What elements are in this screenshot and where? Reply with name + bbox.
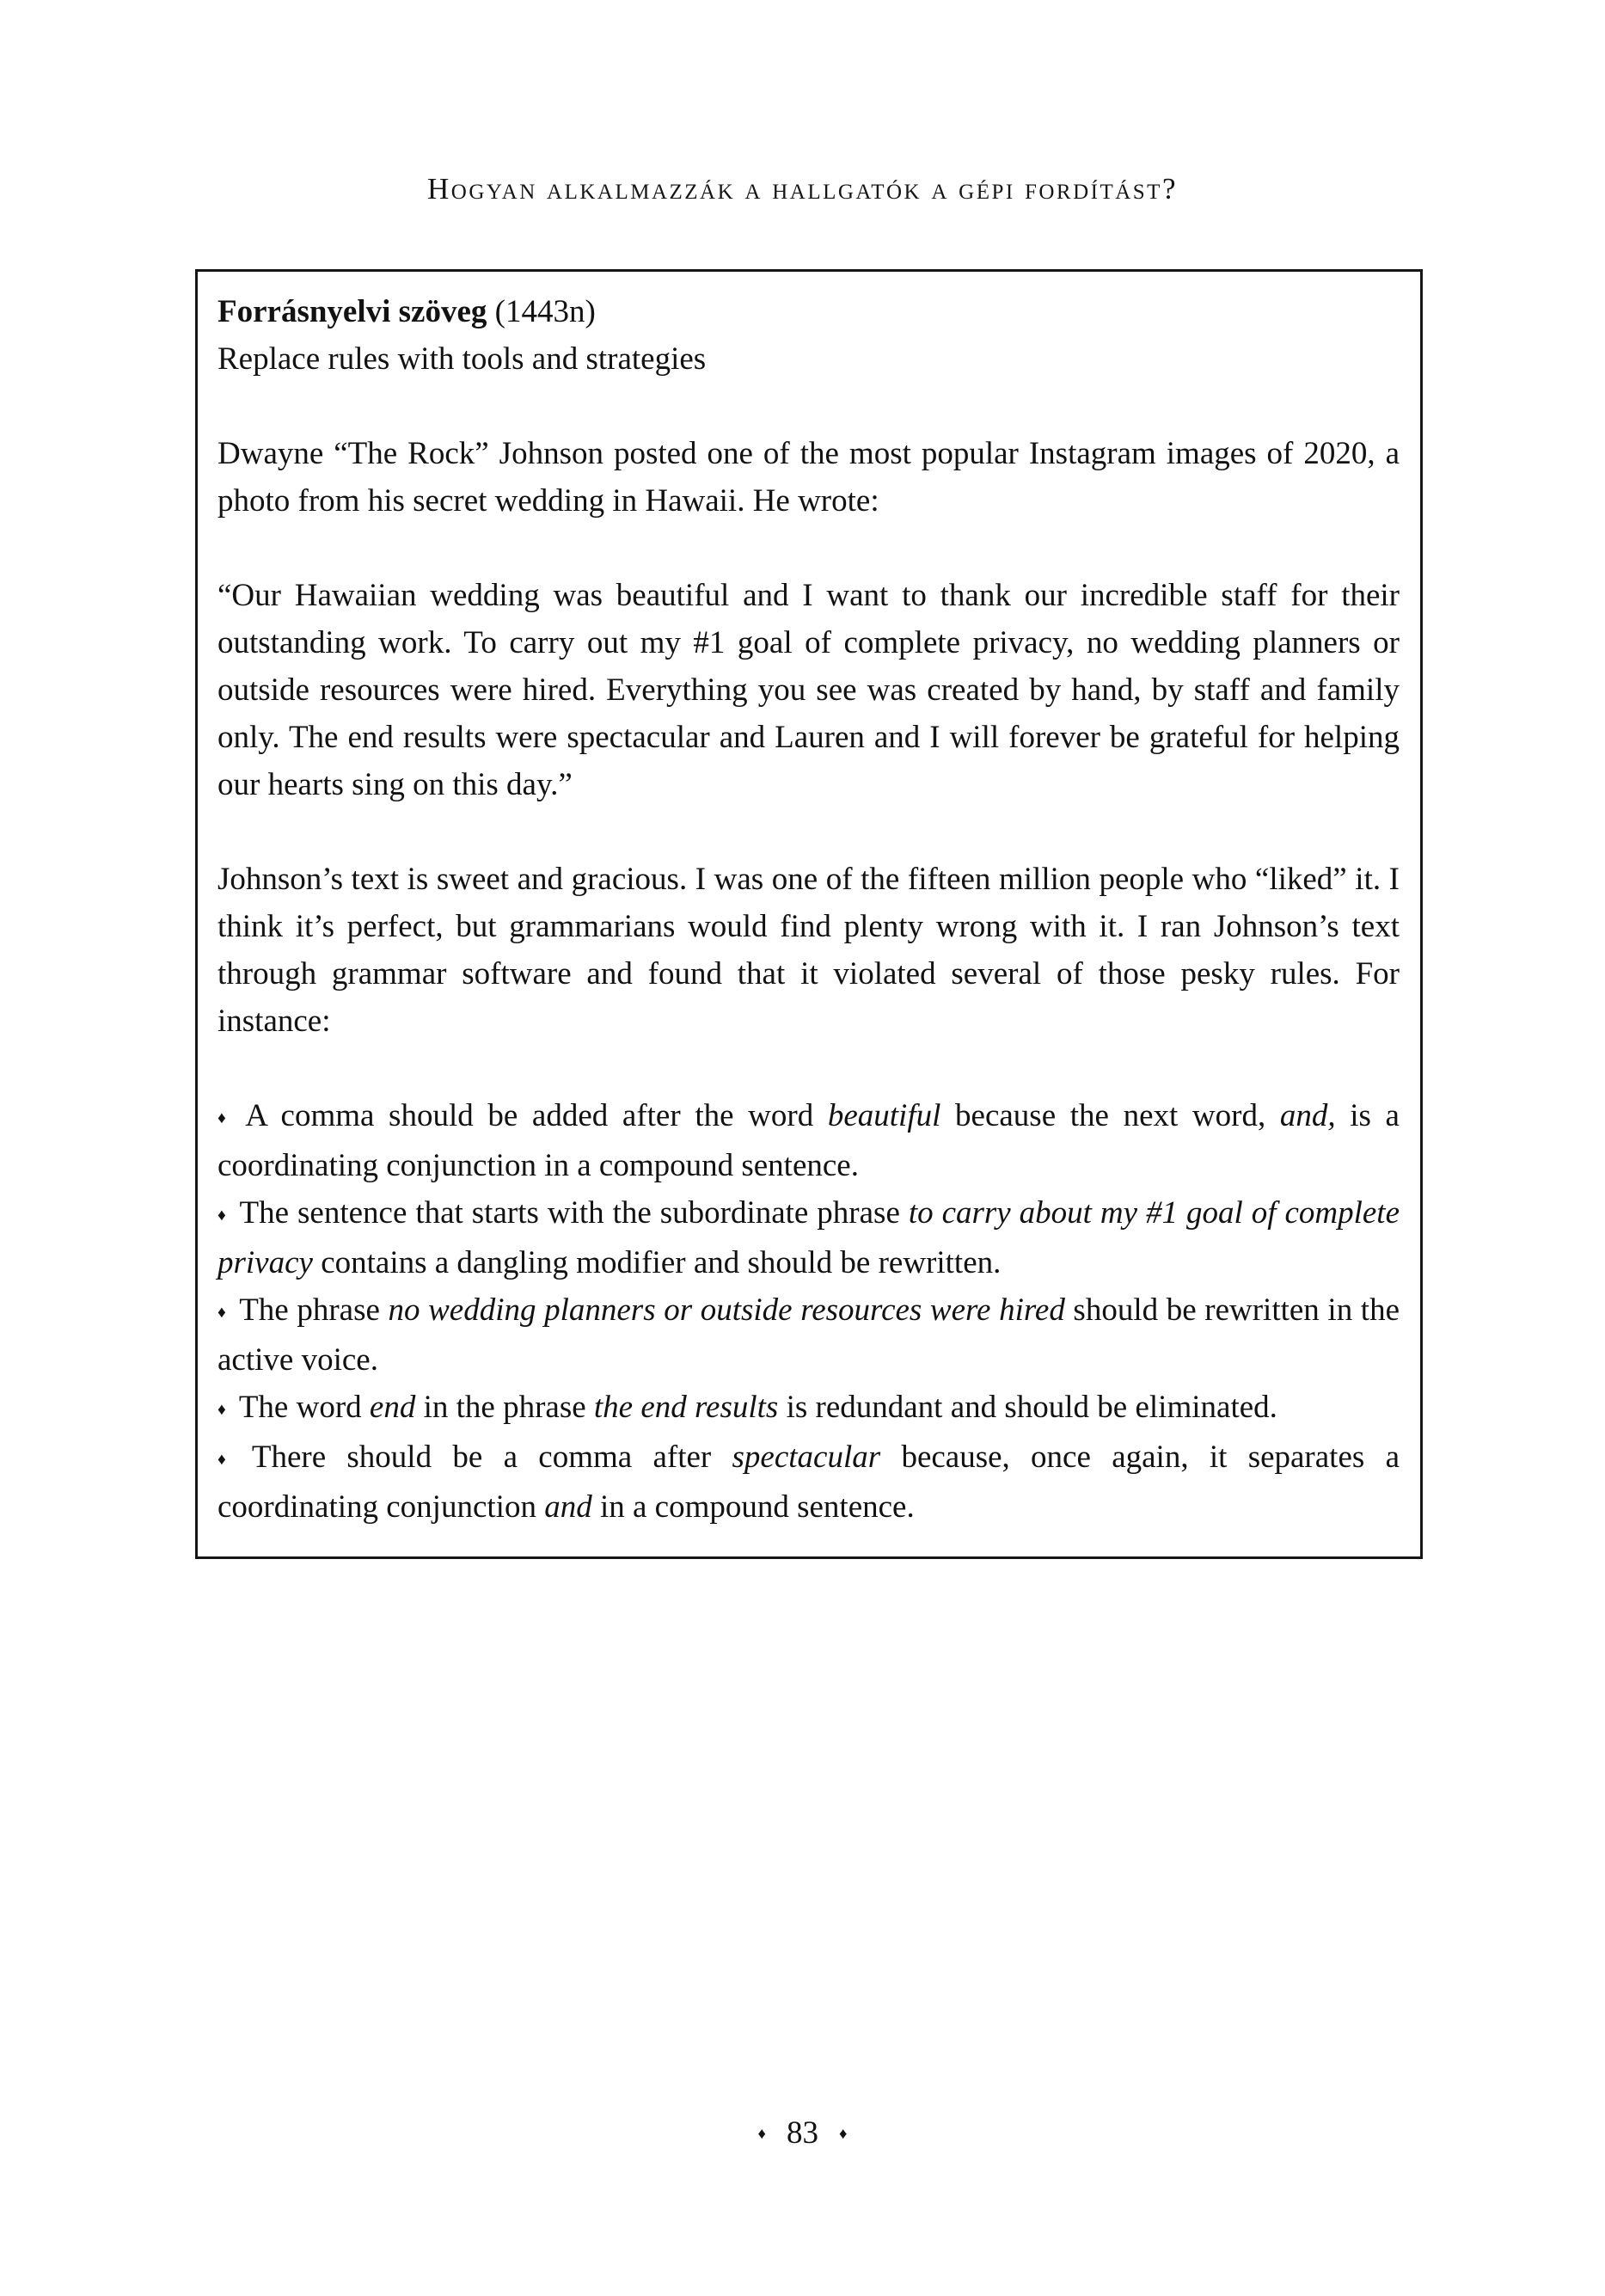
bullet-text: The phrase no wedding planners or outside resources were hired should be rewritten in the active voice.: [217, 1292, 1400, 1378]
box-title-bold: Forrásnyelvi szöveg: [217, 294, 487, 329]
running-header: Hogyan alkalmazzák a hallgatók a gépi fordítást?: [427, 172, 1178, 206]
page-number-right-diamond-icon: ♦: [839, 2126, 848, 2143]
bullet-diamond-icon: ♦: [217, 1109, 233, 1127]
bullet-text: The sentence that starts with the subordinate phrase to carry about my #1 goal of complete privacy contains a dangling modifier and should be rewritten.: [217, 1195, 1400, 1280]
box-title: [217, 288, 1400, 335]
source-text-box: [195, 269, 1423, 1559]
bullet-text: There should be a comma after spectacular because, once again, it separates a coordinating conjunction and in a compound sentence.: [217, 1440, 1400, 1525]
bullet-item: [217, 1433, 1400, 1531]
bullet-diamond-icon: ♦: [217, 1401, 226, 1419]
page-number-left-diamond-icon: ♦: [757, 2126, 766, 2143]
bullet-list: [217, 1092, 1400, 1531]
bullet-item: [217, 1092, 1400, 1189]
bullet-item: [217, 1384, 1400, 1433]
bullet-item: [217, 1189, 1400, 1286]
box-title-suffix: (1443n): [487, 294, 596, 329]
paragraph-quote: “Our Hawaiian wedding was beautiful and I want to thank our incredible staff for their outstanding work. To carry out my #1 goal of complete privacy, no wedding planners or outside resources were hired. Everything you see was created by hand, by staff and family only. The end results were spectacular and Lauren and I will forever be grateful for helping our hearts sing on this day.”: [217, 578, 1400, 802]
bullet-diamond-icon: ♦: [217, 1206, 227, 1225]
page-number: [0, 2115, 1605, 2153]
bullet-diamond-icon: ♦: [217, 1451, 239, 1469]
box-subtitle: Replace rules with tools and strategies: [217, 341, 707, 377]
paragraph-comment: Johnson’s text is sweet and gracious. I was one of the fifteen million people who “liked” it. I think it’s perfect, but grammarians would find plenty wrong with it. I ran Johnson’s text through grammar software and found that it violated several of those pesky rules. For instance:: [217, 862, 1400, 1039]
bullet-item: [217, 1286, 1400, 1384]
page-number-value: 83: [787, 2115, 818, 2151]
bullet-text: The word end in the phrase the end results is redundant and should be eliminated.: [238, 1390, 1277, 1425]
bullet-diamond-icon: ♦: [217, 1304, 227, 1322]
paragraph-intro: Dwayne “The Rock” Johnson posted one of the most popular Instagram images of 2020, a photo from his secret wedding in Hawaii. He wrote:: [217, 436, 1400, 519]
bullet-text: A comma should be added after the word beautiful because the next word, and, is a coordinating conjunction in a compound sentence.: [217, 1098, 1400, 1183]
